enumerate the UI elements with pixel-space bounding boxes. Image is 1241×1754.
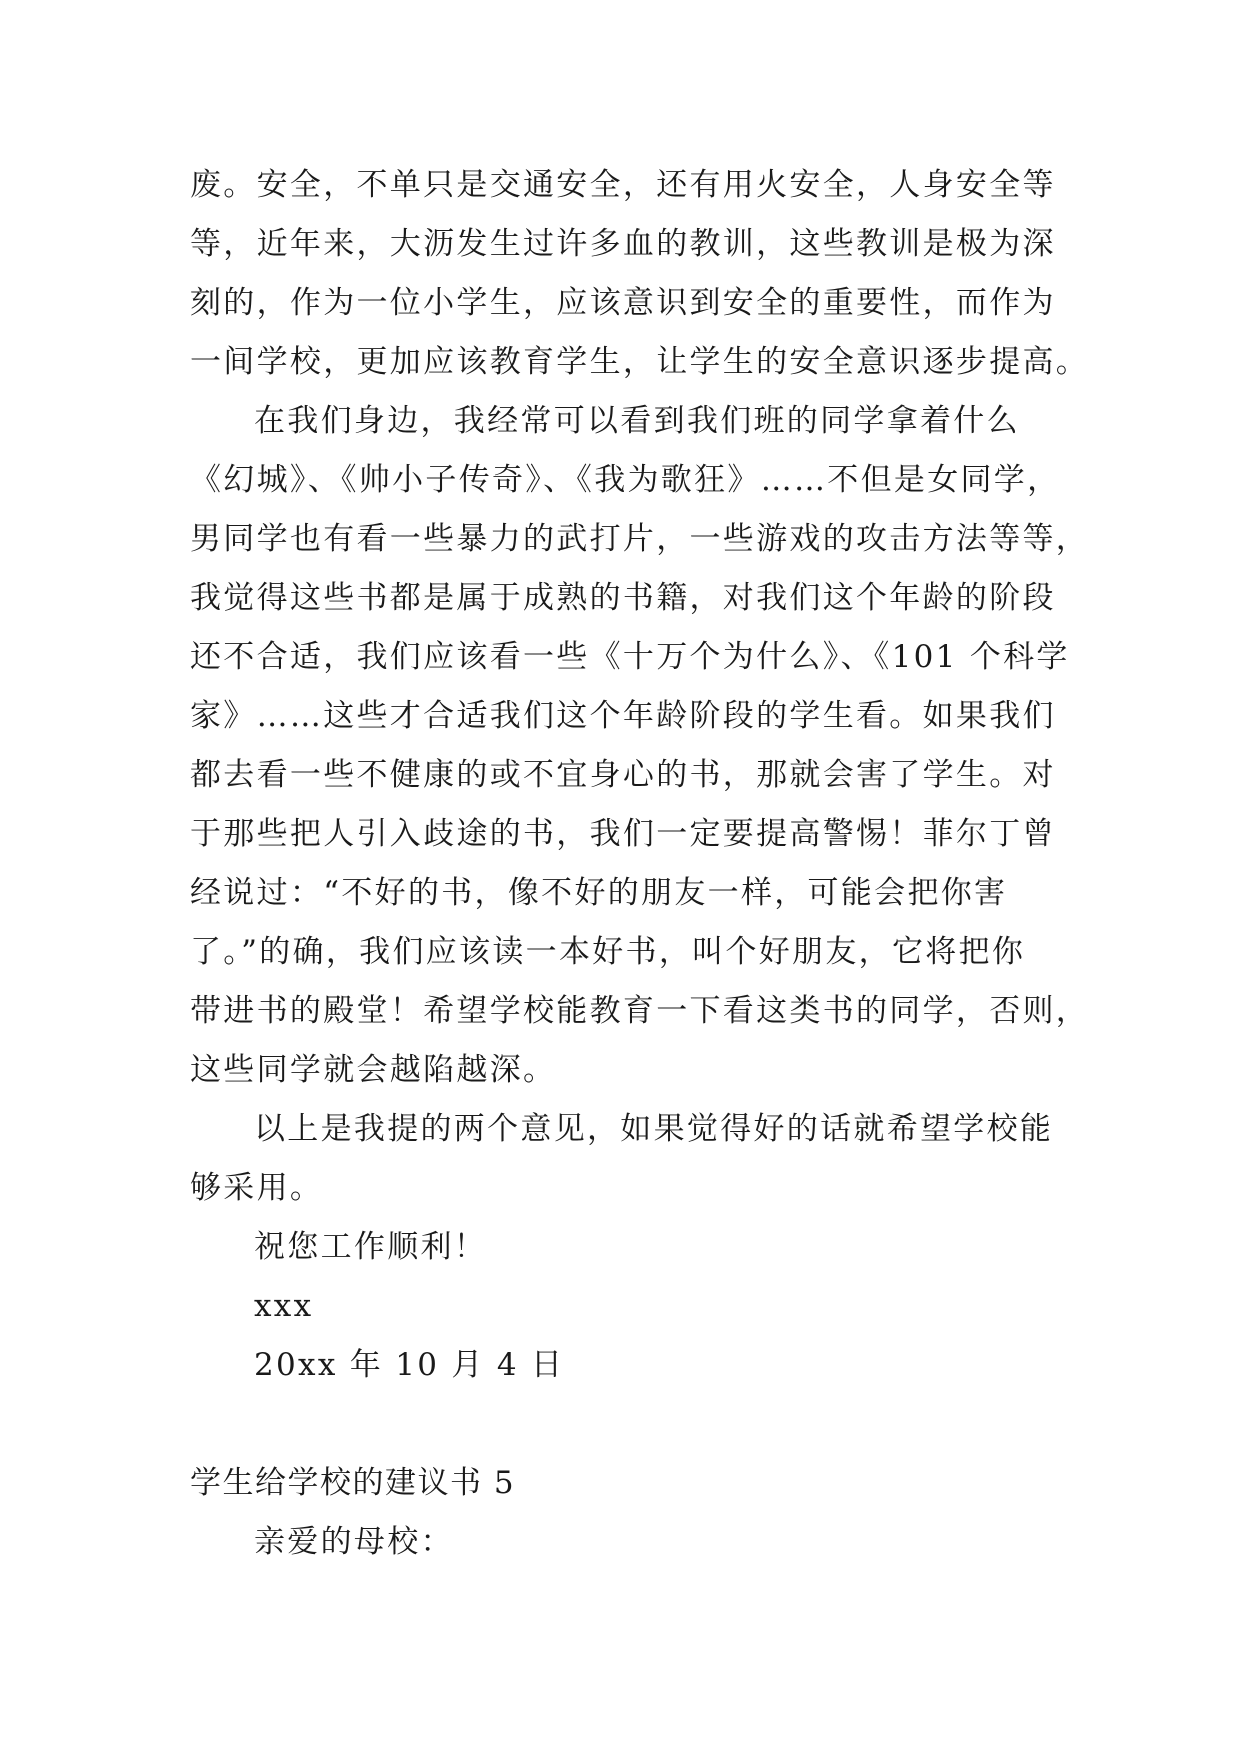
text-line: 带进书的殿堂！希望学校能教育一下看这类书的同学，否则， (190, 993, 1090, 1029)
text-line: 等，近年来，大沥发生过许多血的教训，这些教训是极为深 (190, 226, 1056, 262)
section-spacer (190, 1395, 1050, 1454)
text-line: 刻的，作为一位小学生，应该意识到安全的重要性，而作为 (190, 285, 1056, 321)
paragraph-conclusion (190, 1100, 1054, 1218)
signature: xxx (254, 1288, 314, 1324)
text-line: 家》……这些才合适我们这个年龄阶段的学生看。如果我们 (190, 698, 1056, 734)
text-line: 了。”的确，我们应该读一本好书，叫个好朋友，它将把你 (190, 934, 1026, 970)
text-line: 这些同学就会越陷越深。 (190, 1052, 557, 1088)
greeting-line: 亲爱的母校： (254, 1524, 454, 1560)
text-line: 废。安全，不单只是交通安全，还有用火安全，人身安全等 (190, 167, 1056, 203)
paragraph-safety (190, 156, 1090, 392)
text-line: 够采用。 (190, 1170, 324, 1206)
document-body (190, 156, 1090, 1572)
text-line: 经说过：“不好的书，像不好的朋友一样，可能会把你害 (190, 875, 1008, 911)
text-line: 一间学校，更加应该教育学生，让学生的安全意识逐步提高。 (190, 344, 1090, 380)
text-line: 以上是我提的两个意见，如果觉得好的话就希望学校能 (254, 1111, 1054, 1147)
text-line: 男同学也有看一些暴力的武打片，一些游戏的攻击方法等等， (190, 521, 1090, 557)
text-line: 我觉得这些书都是属于成熟的书籍，对我们这个年龄的阶段 (190, 580, 1056, 616)
text-line: 还不合适，我们应该看一些《十万个为什么》、《101 个科学 (190, 639, 1070, 675)
closing-line: 祝您工作顺利！ (254, 1229, 488, 1265)
text-line: 于那些把人引入歧途的书，我们一定要提高警惕！菲尔丁曾 (190, 816, 1056, 852)
text-line: 《幻城》、《帅小子传奇》、《我为歌狂》……不但是女同学， (190, 462, 1061, 498)
text-line: 都去看一些不健康的或不宜身心的书，那就会害了学生。对 (190, 757, 1056, 793)
paragraph-books (190, 392, 1090, 1100)
section-title: 学生给学校的建议书 5 (190, 1465, 516, 1501)
text-line: 在我们身边，我经常可以看到我们班的同学拿着什么 (254, 403, 1020, 439)
letter-date: 20xx 年 10 月 4 日 (254, 1347, 565, 1383)
